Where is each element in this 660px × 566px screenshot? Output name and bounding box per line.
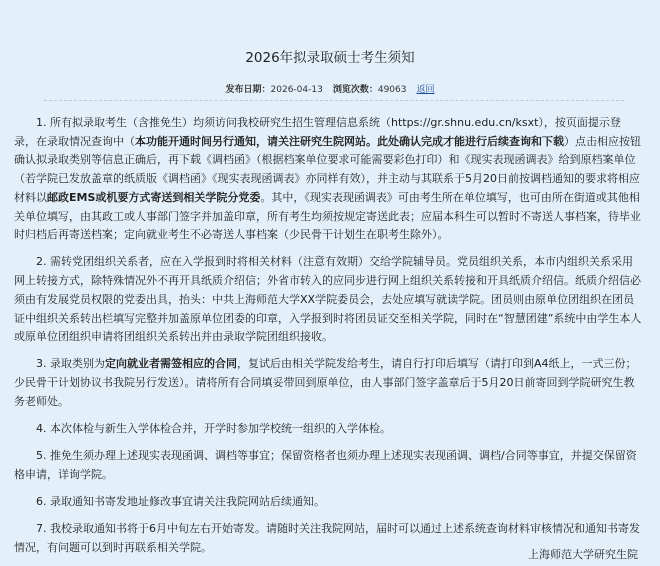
item-3-emphasis: 定向就业者需签相应的合同 — [105, 357, 237, 371]
page-title: 2026年拟录取硕士考生须知 — [245, 50, 415, 66]
views-count: 49063 — [377, 85, 407, 95]
item-3-text-a: 3. 录取类别为 — [36, 357, 105, 371]
back-link[interactable]: 返回 — [416, 85, 435, 95]
notice-item-3 — [14, 355, 642, 411]
publish-date-label: 发布日期： — [225, 85, 271, 95]
item-1-text-e: 。其中，《现实表现函调表》可由考生所在单位填写，也可由所在街道或其他相关单位填写，由其政工或人事部门签字并加盖印章，所有考生均须按规定寄送此表；应届本科生可以暂时不寄送人事档案，待毕业时归档后再寄送档案；定向就业考生不必寄送人事档案（少民骨干计划生在职考生除外）。 — [14, 190, 641, 242]
item-1-text-c: ）点击相应按钮确认拟录取类别等信息正确后，再下载《调档函》（根据档案单位要求可能需要彩色打印）和《现实表现函调表》给到原档案单位（若学院已发放盖章的纸质版《调档函》《现实表现函调表》亦同样有效），并主动与其联系于5月20日前按调档通知的要求将相应材料以 — [14, 134, 641, 204]
notice-item-7: 7. 我校录取通知书将于6月中旬左右开始寄发。请随时关注我院网站，届时可以通过上述系统查询材料审核情况和通知书寄发情况，有问题可以到时再联系相关学院。 — [14, 522, 640, 555]
notice-item-1 — [14, 114, 642, 245]
item-1-emphasis-d: 邮政EMS或机要方式寄送到相关学院分党委 — [47, 190, 261, 204]
notice-body — [14, 114, 642, 566]
notice-item-6: 6. 录取通知书寄发地址修改事宜请关注我院网站后续通知。 — [36, 495, 325, 509]
notice-item-5: 5. 推免生须办理上述现实表现函调、调档等事宜；保留资格者也须办理上述现实表现函调、调档/合同等事宜，并提交保留资格申请，详询学院。 — [14, 449, 637, 481]
item-1-emphasis-a: 本功能开通时间另行通知，请关注研究生院网站。此处确认完成才能进行后续查询和下载 — [135, 134, 564, 148]
notice-item-4: 4. 本次体检与新生入学体检合并，开学时参加学校统一组织的入学体检。 — [36, 422, 391, 436]
article-meta — [0, 82, 660, 95]
divider — [44, 100, 624, 101]
item-3-text-c: ，复试后由相关学院发给考生，请自行打印后填写（请打印到A4纸上，一式三份；少民骨干计划协议书我院另行发送）。请将所有合同填妥带回到原单位，由人事部门签字盖章后于5月20日前寄回到学院研究生教务老师处。 — [14, 357, 637, 408]
views-label: 浏览次数： — [332, 85, 378, 95]
signature: 上海师范大学研究生院 — [528, 548, 638, 561]
item-1-text-a: 1. 所有拟录取考生（含推免生）均须访问我校研究生招生管理信息系统（https://gr.shnu.edu.cn/ksxt），按页面提示登录，在录取情况查询中（ — [14, 116, 621, 148]
notice-item-2: 2. 需转党团组织关系者，应在入学报到时将相关材料（注意有效期）交给学院辅导员。党员组织关系，本市内组织关系采用网上转接方式，除特殊情况外不再开具纸质介绍信；外省市转入的应同步进行网上组织关系转接和开具纸质介绍信。纸质介绍信必须由有发展党员权限的党委出具，抬头：中共上海师范大学XX学院委员会，去处应填写就读学院。团员则由原单位团组织在团员证中组织关系转出栏填写完整并加盖原单位团委的印章，入学报到时将团员证交至相关学院，同时在“智慧团建”系统中由学生本人或原单位团组织申请将团组织关系转出并由录取学院团组织接收。 — [14, 255, 642, 344]
publish-date: 2026-04-13 — [270, 85, 323, 95]
